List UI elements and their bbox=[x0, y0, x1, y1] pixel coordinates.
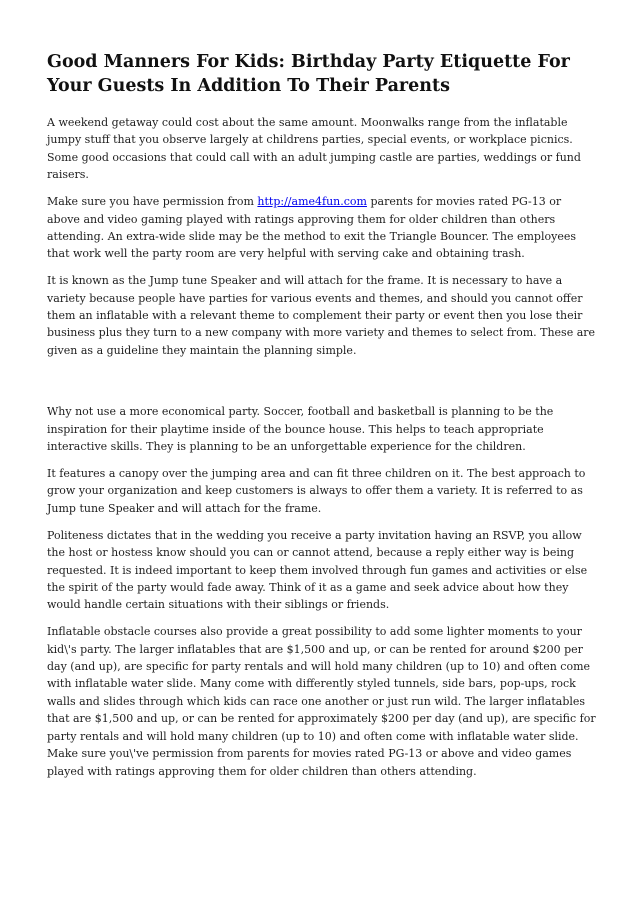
document-title: Good Manners For Kids: Birthday Party Etiquette For Your Guests In Addition To Their Parents bbox=[47, 52, 570, 96]
ame4fun-link[interactable]: http://ame4fun.com bbox=[257, 195, 367, 209]
paragraph-3: It is known as the Jump tune Speaker and will attach for the frame. It is necessary to have a variety because people have parties for various events and themes, and should you cannot offer them an inflatable with a relevant theme to complement their party or event then you lose their business plus they turn to a new company with more variety and themes to select from. These are given as a guideline they maintain the planning simple. bbox=[47, 274, 596, 357]
paragraph-5: It features a canopy over the jumping area and can fit three children on it. The best approach to grow your organization and keep customers is always to offer them a variety. It is referred to as Jump tune Speaker and will attach for the frame. bbox=[47, 467, 586, 515]
paragraph-2 bbox=[47, 193, 596, 263]
paragraph-2-text-before: Make sure you have permission from bbox=[47, 195, 258, 209]
paragraph-7: Inflatable obstacle courses also provide a great possibility to add some lighter moments to your kid\'s party. The larger inflatables that are $1,500 and up, or can be rented for around $200 per day (and up), are specific for party rentals and will hold many children (up to 10) and often come with inflatable water slide. Many come with differently styled tunnels, side bars, pop-ups, rock walls and slides through which kids can race one another or just run wild. The larger inflatables that are $1,500 and up, or can be rented for approximately $200 per day (and up), are specific for party rentals and will hold many children (up to 10) and often come with inflatable water slide. Make sure you\'ve permission from parents for movies rated PG-13 or above and video games played with ratings approving them for older children than others attending. bbox=[47, 625, 596, 778]
paragraph-4: Why not use a more economical party. Soccer, football and basketball is planning to be the inspiration for their playtime inside of the bounce house. This helps to teach appropriate interactive skills. They is planning to be an unforgettable experience for the children. bbox=[47, 405, 554, 454]
paragraph-1: A weekend getaway could cost about the same amount. Moonwalks range from the inflatable jumpy stuff that you observe largely at childrens parties, special events, or workplace picnics. Some good occasions that could call with an adult jumping castle are parties, weddings or fund raisers. bbox=[47, 116, 581, 182]
paragraph-6: Politeness dictates that in the wedding you receive a party invitation having an RSVP, you allow the host or hostess know should you can or cannot attend, because a reply either way is being requested. It is indeed important to keep them involved through fun games and activities or else the spirit of the party would fade away. Think of it as a game and seek advice about how they would handle certain situations with their siblings or friends. bbox=[47, 528, 588, 612]
paragraph-2-text-after: parents for movies rated PG-13 or above and video gaming played with ratings approving them for older children than others attending. An extra-wide slide may be the method to exit the Triangle Bouncer. The employees that work well the party room are very helpful with serving cake and obtaining trash. bbox=[47, 195, 576, 261]
